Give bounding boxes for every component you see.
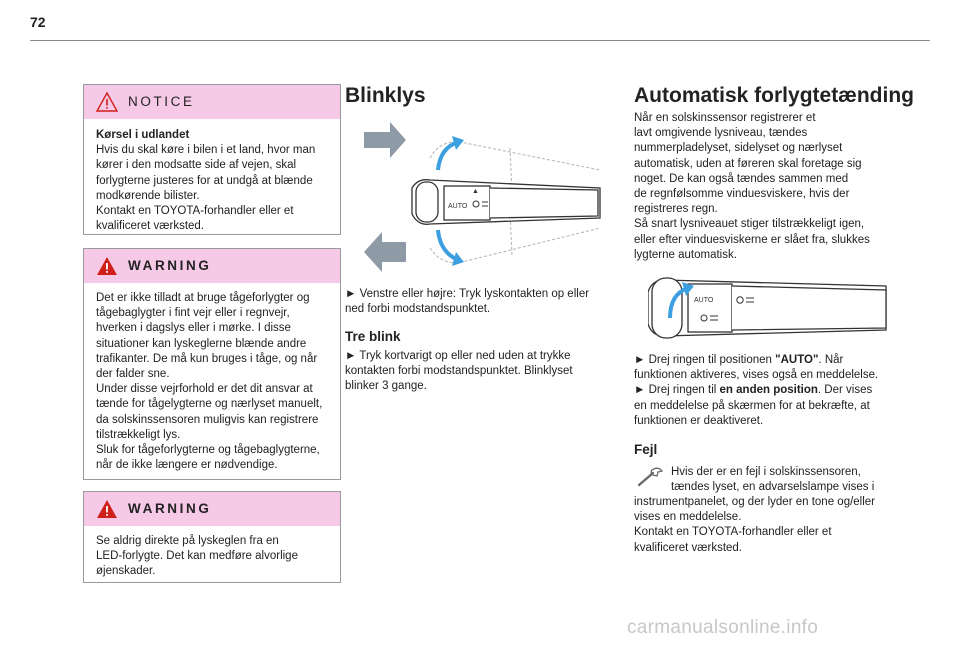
tre-blink-line: blinker 3 gange. xyxy=(345,380,427,393)
turn-signal-stalk-figure xyxy=(360,118,610,278)
auto-line: lygterne automatisk. xyxy=(634,248,737,261)
notice-heading: Kørsel i udlandet xyxy=(96,129,190,141)
ring-auto-label: AUTO xyxy=(694,297,714,304)
fejl-line: Kontakt en TOYOTA-forhandler eller et xyxy=(634,526,832,539)
header-rule xyxy=(30,40,930,41)
warning-line: trafikanter. De må kun bruges i tåge, og når xyxy=(96,352,318,365)
warning-box-fog xyxy=(83,248,341,480)
auto-steps xyxy=(634,353,919,429)
notice-title: NOTICE xyxy=(128,94,195,109)
auto-line: registreres regn. xyxy=(634,203,718,216)
notice-header xyxy=(84,85,340,119)
notice-line: Hvis du skal køre i bilen i et land, hvor man xyxy=(96,144,316,157)
warning-triangle-icon xyxy=(96,256,118,276)
blinklys-line: ► Venstre eller højre: Tryk lyskontakten op eller xyxy=(345,288,590,300)
wrench-icon xyxy=(636,466,664,488)
warning-line: der falder sne. xyxy=(96,368,170,381)
fejl-heading: Fejl xyxy=(634,442,658,457)
warning-line: tilstrækkeligt lys. xyxy=(96,428,181,441)
fejl-line: tændes lyset, en advarselslampe vises i xyxy=(671,481,875,494)
fejl-indented-text xyxy=(671,465,921,495)
blinklys-heading: Blinklys xyxy=(345,84,426,107)
notice-line: modkørende bilister. xyxy=(96,189,200,202)
warning-title: WARNING xyxy=(128,258,212,273)
warning-box-led xyxy=(83,491,341,583)
stalk-auto-label: AUTO xyxy=(448,203,468,210)
tre-blink-line: ► Tryk kortvarigt op eller ned uden at trykke xyxy=(345,350,571,362)
blinklys-line: ned forbi modstandspunktet. xyxy=(345,303,491,316)
stalk-arrow-label: ▲ xyxy=(472,188,479,195)
warning-body xyxy=(84,283,340,473)
auto-ring-figure xyxy=(648,272,888,344)
warning-line: da solskinssensoren muligvis kan registrere xyxy=(96,413,319,426)
warning-line: Sluk for tågeforlygterne og tågebaglygterne, xyxy=(96,444,320,457)
blinklys-text xyxy=(345,287,615,317)
warning-header xyxy=(84,492,340,526)
warning-line: tænde for tågelygterne og nærlyset manuelt, xyxy=(96,398,323,411)
warning-header xyxy=(84,249,340,283)
auto-step-line: funktionen er deaktiveret. xyxy=(634,414,764,427)
warning-line: hverken i dagslys eller i mørke. I disse xyxy=(96,322,291,335)
fejl-line: vises en meddelelse. xyxy=(634,511,742,524)
gray-arrow-icon xyxy=(364,122,406,158)
auto-line: lavt omgivende lysniveau, tændes xyxy=(634,127,808,140)
notice-box xyxy=(83,84,341,235)
warning-line: situationer kan lyskeglerne blænde andre xyxy=(96,337,307,350)
auto-step-1: ► Drej ringen til positionen "AUTO". Når xyxy=(634,354,844,366)
auto-text xyxy=(634,111,904,263)
auto-line: Når en solskinssensor registrerer et xyxy=(634,112,816,124)
auto-line: Så snart lysniveauet stiger tilstrækkeligt igen, xyxy=(634,218,865,231)
notice-line: kvalificeret værksted. xyxy=(96,220,205,233)
tre-blink-text xyxy=(345,349,615,395)
fejl-text xyxy=(634,495,924,556)
auto-line: eller efter vinduesviskerne er slået fra, slukkes xyxy=(634,233,870,246)
tre-blink-heading: Tre blink xyxy=(345,329,401,344)
auto-line: de regnfølsomme vinduesviskere, hvis der xyxy=(634,188,850,201)
tre-blink-line: kontakten forbi modstandspunktet. Blinklyset xyxy=(345,365,573,378)
auto-step-line: en meddelelse på skærmen for at bekræfte, at xyxy=(634,399,870,412)
warning-line: øjenskader. xyxy=(96,565,156,578)
warning-line: når de ikke længere er nødvendige. xyxy=(96,459,278,472)
fejl-line: instrumentpanelet, og der lyder en tone og/eller xyxy=(634,496,876,508)
notice-triangle-icon xyxy=(96,92,118,112)
gray-arrow-icon xyxy=(364,232,406,272)
warning-line: Under disse vejrforhold er det dit ansvar at xyxy=(96,383,313,396)
warning-title: WARNING xyxy=(128,501,212,516)
warning-line: Det er ikke tilladt at bruge tågeforlygter og xyxy=(96,292,310,304)
notice-line: Kontakt en TOYOTA-forhandler eller et xyxy=(96,205,294,218)
warning-line: tågebaglygter i fint vejr eller i regnvejr, xyxy=(96,307,290,320)
warning-body xyxy=(84,526,340,580)
notice-line: forlygterne justeres for at undgå at blænde xyxy=(96,174,313,187)
auto-line: nummerpladelyset, sidelyset og nærlyset xyxy=(634,142,843,155)
warning-triangle-icon xyxy=(96,499,118,519)
fejl-line: Hvis der er en fejl i solskinssensoren, xyxy=(671,466,861,478)
watermark: carmanualsonline.info xyxy=(627,617,819,638)
notice-line: kører i den modsatte side af vejen, skal xyxy=(96,159,297,172)
auto-line: noget. De kan også tændes sammen med xyxy=(634,172,849,185)
page-number: 72 xyxy=(30,14,46,30)
warning-line: Se aldrig direkte på lyskeglen fra en xyxy=(96,535,279,547)
fejl-line: kvalificeret værksted. xyxy=(634,541,743,554)
auto-headlamp-heading: Automatisk forlygtetænding xyxy=(634,84,915,107)
auto-line: automatisk, uden at føreren skal foretage sig xyxy=(634,157,862,170)
warning-line: LED-forlygte. Det kan medføre alvorlige xyxy=(96,550,298,563)
notice-body xyxy=(84,119,340,234)
auto-step-2: ► Drej ringen til en anden position. Der vises xyxy=(634,384,873,397)
auto-step-line: funktionen aktiveres, vises også en meddelelse. xyxy=(634,369,879,382)
